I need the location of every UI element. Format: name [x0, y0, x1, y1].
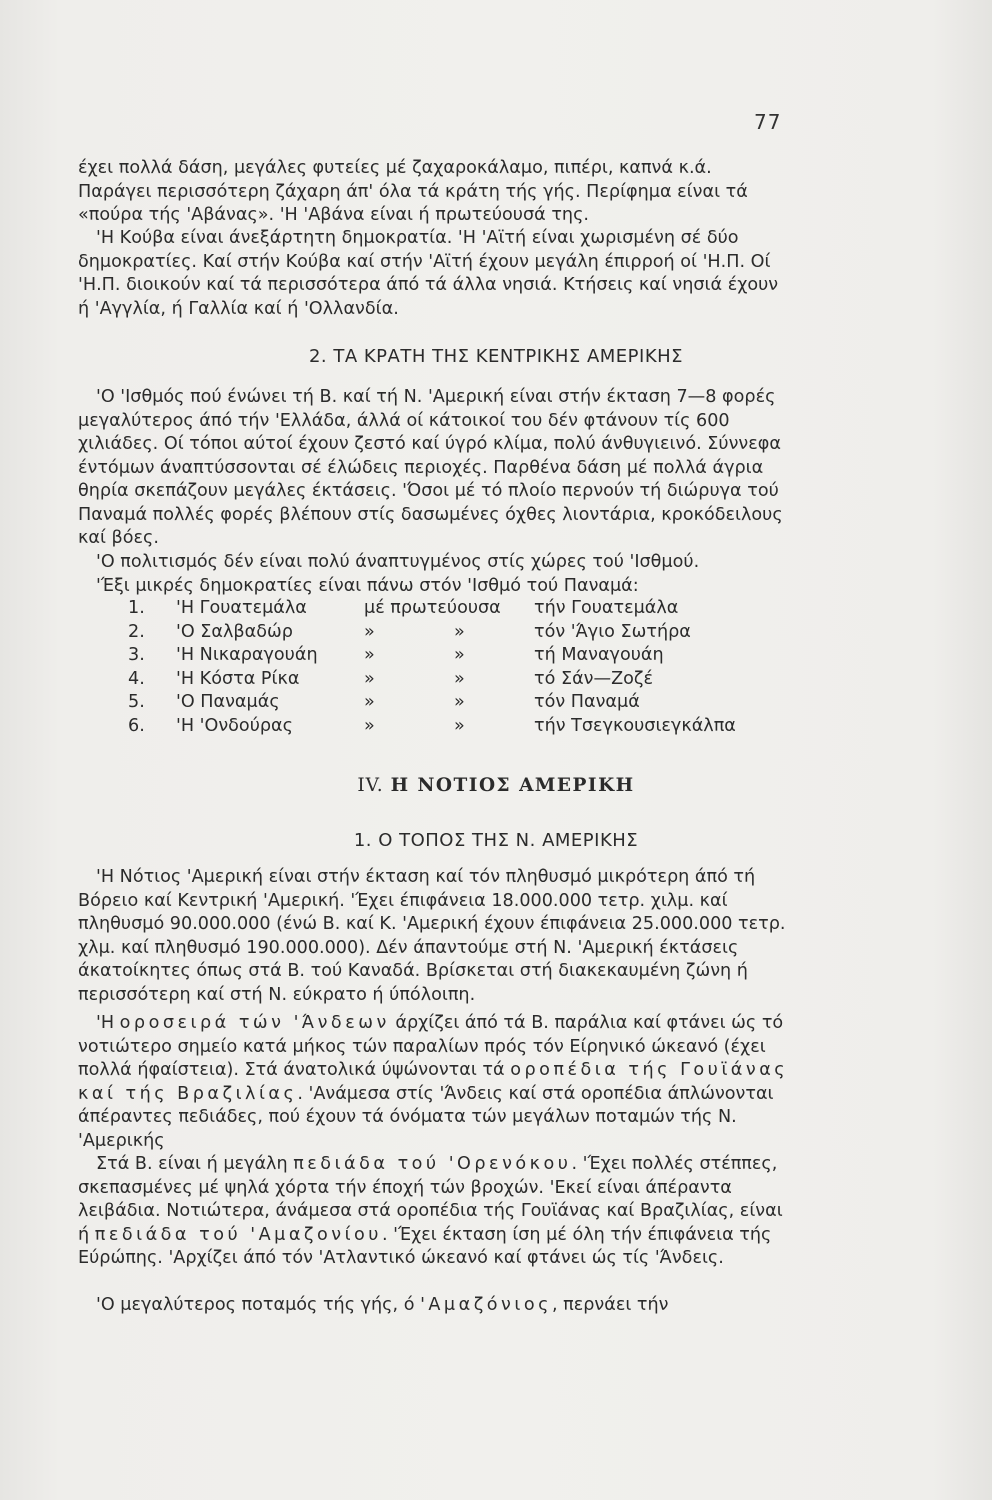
row-number: 2. — [128, 621, 145, 642]
capital-label: μέ πρωτεύουσα — [364, 598, 501, 618]
text-run: . 'Έχει έκταση ίση μέ όλη τήν έπιφάνεια τής Εύρώπης. 'Αρχίζει άπό τόν 'Ατλαντικό ώκεανό καί φτάνει ώς τίς 'Άνδεις. — [78, 1224, 772, 1268]
republics-table — [128, 598, 736, 740]
page-number: 77 — [754, 110, 782, 134]
paragraph-six-republics: 'Έξι μικρές δημοκρατίες είναι πάνω στόν 'Ισθμό τού Παναμά: — [96, 576, 639, 596]
text-run: . 'Ανάμεσα στίς 'Άνδεις καί στά οροπέδια άπλώνονται άπέραντες πεδιάδες, πού έχουν τά όνόματα τών μεγάλων ποταμών τής Ν. 'Αμερικής — [78, 1083, 774, 1151]
table-row — [128, 598, 736, 622]
country-name: 'Ο Σαλβαδώρ — [176, 621, 293, 642]
table-row — [128, 692, 736, 716]
country-name: 'Η Κόστα Ρίκα — [176, 668, 300, 689]
emphasis-andes: οροσειρά τών 'Άνδεων — [119, 1013, 390, 1033]
table-row — [128, 669, 736, 693]
ditto-mark: » — [364, 715, 375, 736]
chapter-number: IV. — [357, 775, 384, 796]
text-run: άρχίζει άπό τά Β. παράλια καί φτάνει ώς τό νοτιώτερο σημείο κατά μήκος τών παραλίων πρός τόν Είρηνικό ώκεανό (έχει πολλά ήφαίστεια). Στά άνατολικά ύψώνονται τά — [78, 1013, 784, 1080]
ditto-mark: » — [364, 692, 375, 713]
capital-name: τόν Παναμά — [534, 692, 640, 713]
text-run: 'Η — [96, 1013, 120, 1033]
text-run: Στά Β. είναι ή μεγάλη — [96, 1154, 294, 1174]
paragraph-cuba-products: έχει πολλά δάση, μεγάλες φυτείες μέ ζαχαροκάλαμο, πιπέρι, καπνά κ.ά. Παράγει περισσότερη ζάχαρη άπ' όλα τά κράτη τής γής. Περίφημα είναι τά «πούρα τής 'Αβάνας». 'Η 'Αβάνα είναι ή πρωτεύουσά της. — [78, 158, 748, 225]
ditto-mark: » — [454, 645, 465, 666]
table-row — [128, 645, 736, 669]
country-name: 'Η Γουατεμάλα — [176, 598, 307, 618]
paragraph-andes — [78, 1012, 790, 1153]
table-row — [128, 716, 736, 740]
paragraph-amazon-river — [78, 1294, 790, 1318]
ditto-mark: » — [454, 621, 465, 642]
text-run: . 'Έχει πολλές στέππες, σκεπασμένες μέ ψηλά χόρτα τήν έποχή τών βροχών. 'Εκεί είναι άπέραντα λειβάδια. Νοτιώτερα, άνάμεσα στά οροπέδια τής Γουϊάνας καί Βραζιλίας, είναι ή — [78, 1154, 783, 1245]
ditto-mark: » — [364, 645, 375, 666]
paragraph-cuba-politics: 'Η Κούβα είναι άνεξάρτητη δημοκρατία. 'Η 'Αϊτή είναι χωρισμένη σέ δύο δημοκρατίες. Καί στήν Κούβα καί στήν 'Αϊτή έχουν μεγάλη έπιρροή οί 'Η.Π. Οί 'Η.Π. διοικούν καί τά περισσότερα άπό τά άλλα νησιά. Κτήσεις καί νησιά έχουν ή 'Αγγλία, ή Γαλλία καί ή 'Ολλανδία. — [78, 228, 779, 319]
row-number: 5. — [128, 692, 145, 713]
emphasis-river: 'Αμαζόνιος — [420, 1295, 552, 1315]
chapter-title: Η ΝΟΤΙΟΣ ΑΜΕΡΙΚΗ — [390, 775, 635, 796]
row-number: 1. — [128, 598, 145, 618]
text-run: 'Ο μεγαλύτερος ποταμός τής γής, ό — [96, 1295, 421, 1315]
capital-name: τήν Γουατεμάλα — [534, 598, 679, 618]
section-heading-south-america: 1. Ο ΤΟΠΟΣ ΤΗΣ Ν. ΑΜΕΡΙΚΗΣ — [353, 830, 639, 851]
table-row — [128, 622, 736, 646]
capital-name: τόν 'Άγιο Σωτήρα — [534, 621, 691, 642]
emphasis-orinoco: πεδιάδα τού 'Ορενόκου — [293, 1154, 572, 1174]
ditto-mark: » — [364, 621, 375, 642]
section-heading-central-america: 2. ΤΑ ΚΡΑΤΗ ΤΗΣ ΚΕΝΤΡΙΚΗΣ ΑΜΕΡΙΚΗΣ — [308, 346, 684, 367]
ditto-mark: » — [454, 692, 465, 713]
country-name: 'Ο Παναμάς — [176, 692, 280, 713]
capital-name: τό Σάν—Ζοζέ — [534, 668, 653, 689]
paragraph-plains — [78, 1153, 790, 1271]
paragraph-isthmus: 'Ο 'Ισθμός πού ένώνει τή Β. καί τή Ν. 'Αμερική είναι στήν έκταση 7—8 φορές μεγαλύτερος άπό τήν 'Ελλάδα, άλλά οί κάτοικοί του δέν φτάνουν τίς 600 χιλιάδες. Οί τόποι αύτοί έχουν ζεστό καί ύγρό κλίμα, πολύ άνθυγιεινό. Σύννεφα έντόμων άναπτύσσονται σέ έλώδεις περιοχές. Παρθένα δάση μέ πολλά άγρια θηρία σκεπάζουν μεγάλες έκτάσεις. 'Όσοι μέ τό πλοίο περνούν τή διώρυγα τού Παναμά πολλές φορές βλέπουν στίς δασωμένες όχθες λιοντάρια, κροκόδειλους καί βόες. — [78, 387, 783, 548]
paragraph-civilization: 'Ο πολιτισμός δέν είναι πολύ άναπτυγμένος στίς χώρες τού 'Ισθμού. — [96, 552, 700, 572]
emphasis-amazon: πεδιάδα τού 'Αμαζονίου — [94, 1224, 382, 1245]
chapter-heading — [0, 775, 992, 796]
paragraph-south-america-area: 'Η Νότιος 'Αμερική είναι στήν έκταση καί τόν πληθυσμό μικρότερη άπό τή Βόρειο καί Κεντρική 'Αμερική. 'Έχει έπιφάνεια 18.000.000 τετρ. χιλμ. καί πληθυσμό 90.000.000 (ένώ Β. καί Κ. 'Αμερική έχουν έπιφάνεια 25.000.000 τετρ. χλμ. καί πληθυσμό 190.000.000). Δέν άπαντούμε στή Ν. 'Αμερική έκτάσεις άκατοίκητες όπως στά Β. τού Καναδά. Βρίσκεται στή διακεκαυμένη ζώνη ή περισσότερη καί στή Ν. εύκρατο ή ύπόλοιπη. — [78, 867, 786, 1005]
capital-name: τήν Τσεγκουσιεγκάλπα — [534, 715, 736, 736]
row-number: 3. — [128, 645, 145, 666]
country-name: 'Η Νικαραγουάη — [176, 645, 318, 666]
ditto-mark: » — [454, 715, 465, 736]
row-number: 4. — [128, 668, 145, 689]
country-name: 'Η 'Ονδούρας — [176, 715, 293, 736]
row-number: 6. — [128, 715, 145, 736]
capital-name: τή Μαναγουάη — [534, 645, 664, 666]
text-run: , περνάει τήν — [551, 1295, 669, 1315]
ditto-mark: » — [454, 668, 465, 689]
ditto-mark: » — [364, 668, 375, 689]
emphasis-plateaus: οροπέδια τής Γουϊάνας καί τής Βραζιλίας — [78, 1060, 789, 1104]
